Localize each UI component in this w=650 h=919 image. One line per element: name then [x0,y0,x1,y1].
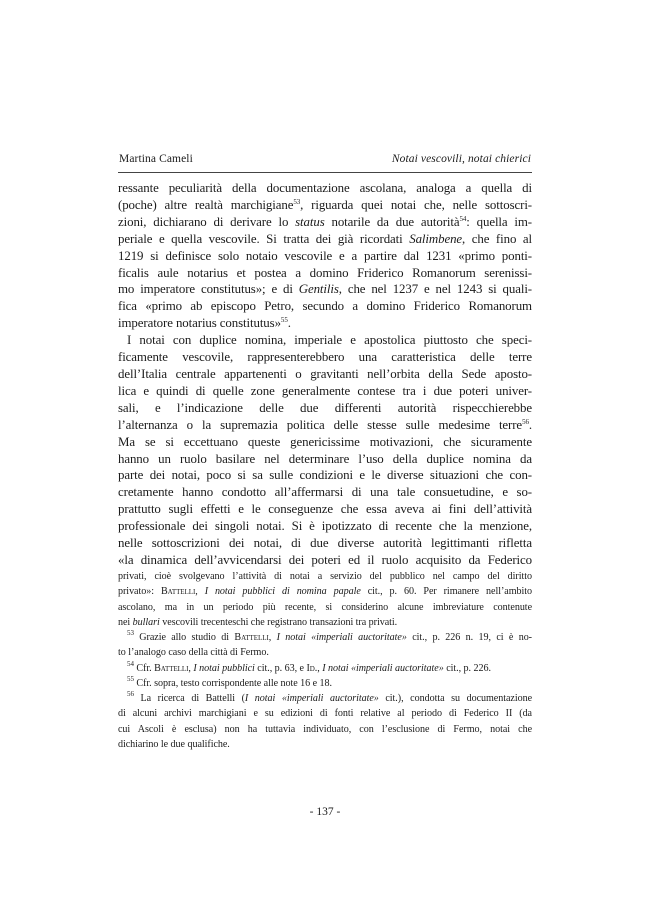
text-line: (poche) altre realtà marchigiane$^{53}$, riguarda quei notai che, nelle sottoscri- [118,197,532,212]
text-line: prattutto sugli effetti e le conseguenze che essa aveva ai fini dell’attività [118,502,532,517]
footnote-ref: 53 [293,197,301,206]
text-line: imperatore notarius constitutus»$^{55}$. [118,316,291,331]
main-text [118,180,532,569]
footnote-53: $^{53}$ Grazie allo studio di Battelli, I notai «imperiali auctoritate» cit., p. 226 n. 19, ci è no- [127,629,532,643]
footnotes [118,569,532,752]
text-line: lica e quindi di quelle zone generalmente contese tra i due poteri univer- [118,383,532,398]
footnote-number: 54 [127,659,134,668]
footnote-number: 55 [127,674,134,683]
footnote-ref: 55 [280,316,288,325]
footnote-number: 56 [127,690,134,698]
page-number: - 137 - [309,806,341,818]
footnote-54: $^{54}$ Cfr. Battelli, I notai pubblici cit., p. 63, e Id., I notai «imperiali auctoritate» cit., p. 226. [127,659,491,674]
footnote-ref: 56 [522,417,529,426]
running-header [118,152,532,173]
text-line: cretamente hanno condotto all’affermarsi di una tale consuetudine, e so- [118,485,532,500]
footnote-line: privato»: Battelli, I notai pubblici di nomina papale cit., p. 60. Per rimanere nell’ambito [118,586,533,598]
text-line: ficalis aule notarius et postea a domino Friderico Romanorum serenissi- [118,265,532,280]
text-line: I notai con duplice nomina, imperiale e apostolica piuttosto che speci- [127,333,532,348]
footnote-line: nei bullari vescovili trecenteschi che registrano transazioni tra privati. [118,616,398,628]
footnote-line: di alcuni archivi marchigiani e su edizioni di fonti relative al periodo di Federico II (da [118,708,532,720]
text-line: ressante peculiarità della documentazione ascolana, analoga a quella di [118,181,532,195]
footnote-number: 53 [127,629,134,637]
text-line: sali, e l’indicazione delle due differenti autorità rispecchierebbe [118,400,532,415]
text-line: mo imperatore constitutus»; e di Gentilis, che nel 1237 e nel 1243 si quali- [118,282,532,297]
footnote-55: $^{55}$ Cfr. sopra, testo corrispondente alle note 16 e 18. [127,674,333,689]
text-line: nelle sottoscrizioni dei notai, di due diverse autorità legittimanti rifletta [118,536,532,551]
text-line: Ma se si eccettuano queste genericissime motivazioni, che sicuramente [118,434,532,449]
footnote-line: to l’analogo caso della città di Fermo. [118,647,269,659]
text-line: parte dei notai, poco si sa sulle condizioni e le diverse situazioni che con- [118,468,532,483]
text-line: dell’Italia centrale appartenenti o gravitanti nell’orbita della Sede aposto- [118,366,532,381]
footnote-ref: 54 [459,214,467,223]
footnote-line: dichiarino le due qualifiche. [118,738,230,750]
text-line: fica «primo ab episcopo Petro, secundo a domino Friderico Romanorum [118,299,532,314]
text-line: 1219 si definisce solo notaio vescovile e a partire dal 1231 «primo ponti- [118,248,532,263]
header-author: Martina Cameli [119,153,193,165]
footnote-line: privati, cioè svolgevano l’attività di notai a servizio del pubblico nel campo del diritto [118,571,532,582]
text-line: zioni, dichiarano di derivare lo status notarile da due autorità$^{54}$: quella im- [118,214,532,229]
text-line: ficamente vescovile, rappresenterebbero una caratteristica delle terre [118,350,532,365]
text-line: hanno un ruolo basilare nel determinare l’uso della duplice nomina da [118,451,532,466]
footnote-line: ascolano, ma in un periodo più recente, si considerino alcune imbreviature contenute [118,601,532,613]
text-line: «la dinamica dell’avvicendarsi dei poteri ed il ruolo acquisito da Federico [118,552,532,567]
footnote-line: cui Ascoli è esclusa) non ha tuttavia individuato, con l’esclusione di Fermo, notai che [118,723,532,735]
footnote-56: $^{56}$ La ricerca di Battelli (I notai «imperiali auctoritate» cit.), condotta su documentazione [127,690,533,704]
header-title: Notai vescovili, notai chierici [391,153,531,165]
text-line: l’alternanza o la supremazia politica delle stesse sulle medesime terre$^{56}$. [118,417,532,432]
text-line: periale e quella vescovile. Si tratta dei già ricordati Salimbene, che fino al [118,231,532,246]
text-line: professionale dei singoli notai. Si è ipotizzato di recente che la menzione, [118,519,532,534]
